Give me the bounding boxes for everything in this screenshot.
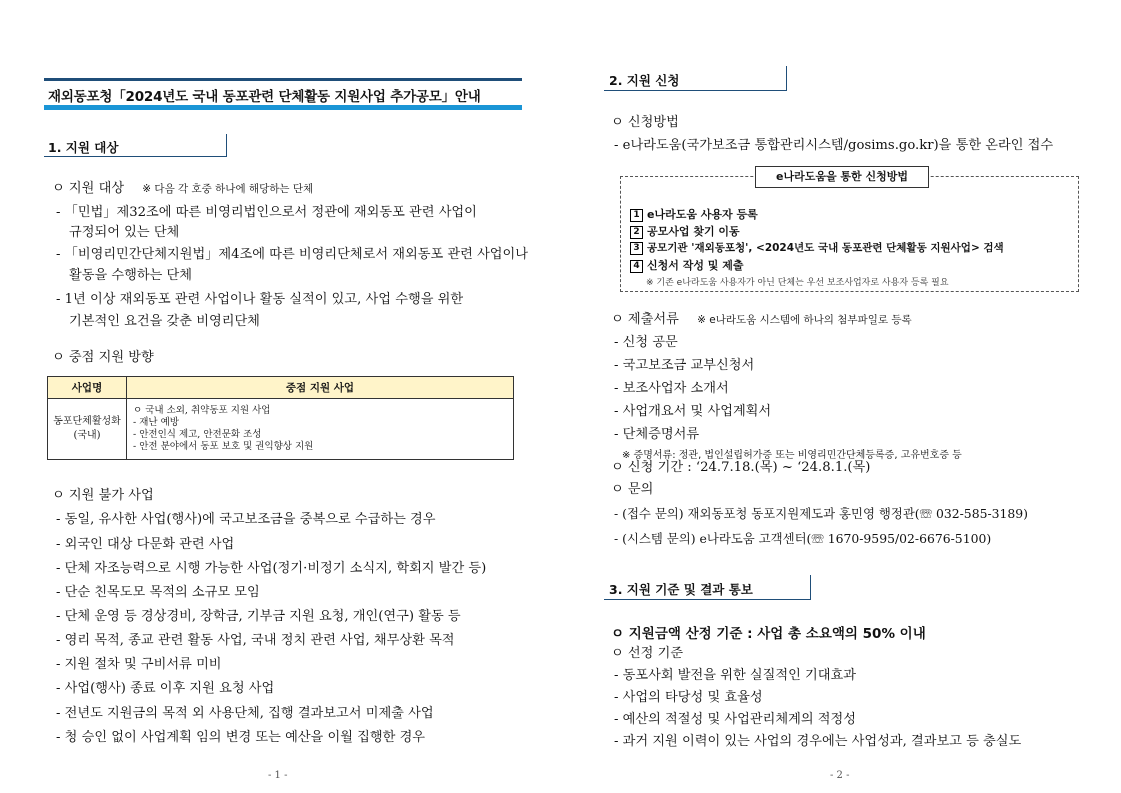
selection-item: - 과거 지원 이력이 있는 사업의 경우에는 사업성과, 결과보고 등 충실도 (614, 734, 1022, 749)
excluded-item: - 영리 목적, 종교 관련 활동 사업, 국내 정치 관련 사업, 채무상환 목적 (56, 633, 455, 648)
docs-item: - 단체증명서류 (614, 427, 700, 442)
document-title: 재외동포청「2024년도 국내 동포관련 단체활동 지원사업 추가공모」안내 (44, 78, 522, 108)
docs-item: - 국고보조금 교부신청서 (614, 358, 755, 373)
title-underline-bar (44, 105, 522, 110)
target-item-1: - 「민법」제32조에 따른 비영리법인으로서 정관에 재외동포 관련 사업이 (56, 205, 477, 220)
funding-criteria: ㅇ 지원금액 산정 기준 : 사업 총 소요액의 50% 이내 (611, 626, 926, 642)
excluded-item: - 전년도 지원금의 목적 외 사용단체, 집행 결과보고서 미제출 사업 (56, 706, 434, 721)
focus-table (47, 376, 514, 460)
step-3: 3 공모기관 '재외동포청', <2024년도 국내 동포관련 단체활동 지원사업> 검색 (630, 240, 1004, 255)
selection-item: - 예산의 적절성 및 사업관리체계의 적정성 (614, 712, 856, 727)
docs-item: - 사업개요서 및 사업계획서 (614, 404, 772, 419)
target-item-2-cont: 활동을 수행하는 단체 (69, 268, 193, 283)
table-row-name: 동포단체활성화 (국내) (48, 399, 127, 460)
excluded-item: - 지원 절차 및 구비서류 미비 (56, 657, 222, 672)
docs-item: - 신청 공문 (614, 335, 678, 350)
steps-box-note: ※ 기존 e나라도움 사용자가 아닌 단체는 우선 보조사업자로 사용자 등록 필요 (646, 278, 949, 288)
section-2-heading: 2. 지원 신청 (609, 73, 680, 88)
target-item-3: - 1년 이상 재외동포 관련 사업이나 활동 실적이 있고, 사업 수행을 위한 (56, 292, 464, 307)
target-item-1-cont: 규정되어 있는 단체 (69, 225, 180, 240)
excluded-item: - 사업(행사) 종료 이후 지원 요청 사업 (56, 681, 275, 696)
excluded-item: - 단체 운영 등 경상경비, 장학금, 기부금 지원 요청, 개인(연구) 활동 등 (56, 609, 461, 624)
method-item: - e나라도움(국가보조금 통합관리시스템/gosims.go.kr)을 통한 온라인 접수 (614, 138, 1054, 153)
excluded-item: - 외국인 대상 다문화 관련 사업 (56, 537, 235, 552)
step-1: 1 e나라도움 사용자 등록 (630, 206, 758, 222)
selection-heading: ㅇ 선정 기준 (611, 646, 684, 661)
method-heading: ㅇ 신청방법 (611, 115, 679, 130)
excluded-item: - 단체 자조능력으로 시행 가능한 사업(정기·비정기 소식지, 학회지 발간 등) (56, 561, 487, 576)
docs-item: - 보조사업자 소개서 (614, 381, 729, 396)
step-4: 4 신청서 작성 및 제출 (630, 257, 744, 273)
excluded-item: - 단순 친목도모 목적의 소규모 모임 (56, 585, 260, 600)
application-period: ㅇ 신청 기간 : ‘24.7.18.(목) ~ ‘24.8.1.(목) (611, 460, 871, 475)
excluded-heading: ㅇ 지원 불가 사업 (52, 488, 154, 503)
inquiry-item-1: - (접수 문의) 재외동포청 동포지원제도과 홍민영 행정관(☏ 032-585-3189) (614, 506, 1029, 521)
table-header-name: 사업명 (48, 377, 127, 399)
selection-item: - 동포사회 발전을 위한 실질적인 기대효과 (614, 668, 856, 683)
page-number-left: - 1 - (268, 770, 288, 781)
inquiry-heading: ㅇ 문의 (611, 482, 654, 497)
target-heading: ㅇ 지원 대상 ※ 다음 각 호중 하나에 해당하는 단체 (52, 181, 314, 196)
section-3-heading: 3. 지원 기준 및 결과 통보 (609, 582, 753, 597)
docs-footnote: ※ 증명서류: 정관, 법인설립허가증 또는 비영리민간단체등록증, 고유번호증 등 (622, 450, 962, 461)
table-header-support: 중점 지원 사업 (127, 377, 514, 399)
application-steps-title: e나라도움을 통한 신청방법 (755, 166, 929, 188)
excluded-item: - 청 승인 없이 사업계획 임의 변경 또는 예산을 이월 집행한 경우 (56, 730, 426, 745)
inquiry-item-2: - (시스템 문의) e나라도움 고객센터(☏ 1670-9595/02-6676-5100) (614, 531, 992, 546)
selection-item: - 사업의 타당성 및 효율성 (614, 690, 763, 705)
page-number-right: - 2 - (830, 770, 850, 781)
section-1-heading: 1. 지원 대상 (48, 140, 119, 155)
docs-heading: ㅇ 제출서류 ※ e나라도움 시스템에 하나의 첨부파일로 등록 (611, 312, 912, 327)
excluded-item: - 동일, 유사한 사업(행사)에 국고보조금을 중복으로 수급하는 경우 (56, 512, 436, 527)
target-item-2: - 「비영리민간단체지원법」제4조에 따른 비영리단체로서 재외동포 관련 사업이나 (56, 247, 529, 262)
target-item-3-cont: 기본적인 요건을 갖춘 비영리단체 (69, 314, 260, 329)
table-row-items: ㅇ 국내 소외, 취약동포 지원 사업 - 재난 예방 - 안전인식 제고, 안전문화 조성 - 안전 분야에서 동포 보호 및 권익향상 지원 (127, 399, 514, 460)
focus-heading: ㅇ 중점 지원 방향 (52, 350, 154, 365)
step-2: 2 공모사업 찾기 이동 (630, 223, 740, 239)
